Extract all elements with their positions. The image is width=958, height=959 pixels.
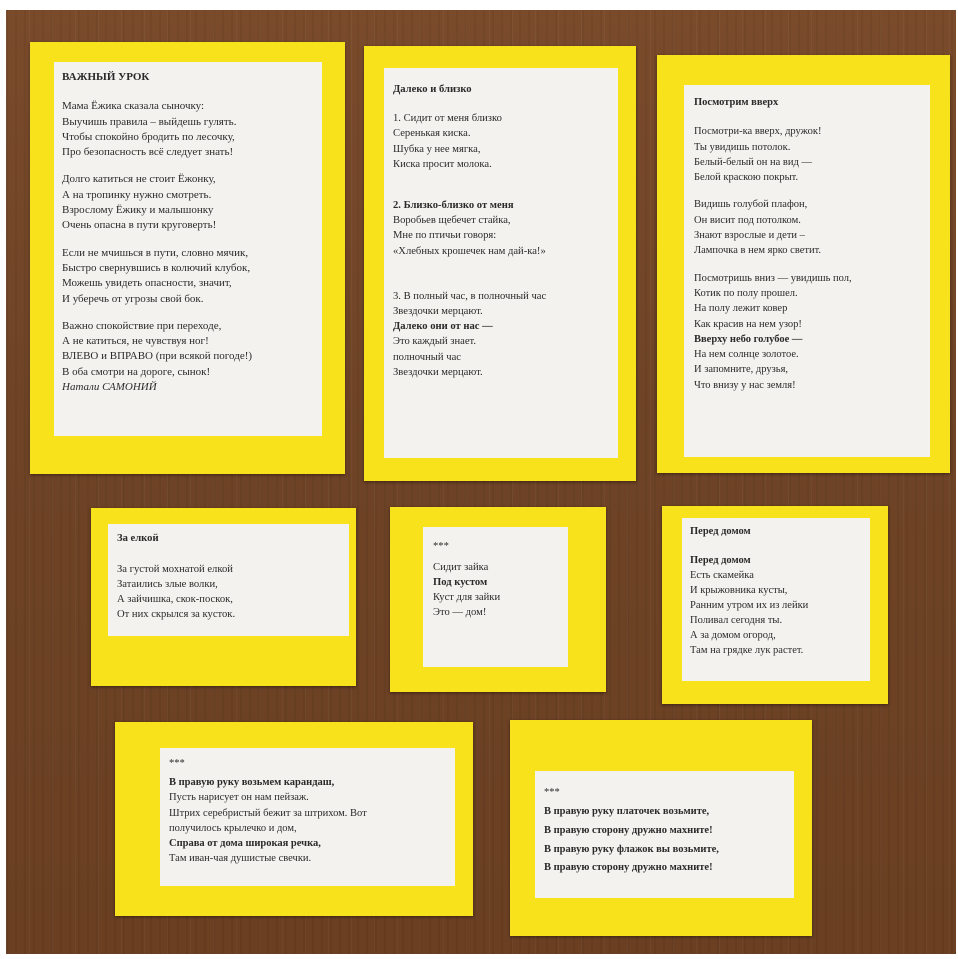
poem-line: Далеко они от нас — <box>393 321 493 333</box>
yellow-card-platochek <box>510 720 812 936</box>
stanza-gap <box>62 234 322 246</box>
poem-line: Быстро свернувшись в колючий клубок, <box>62 261 251 274</box>
poem-line: Это — дом! <box>433 607 487 618</box>
poem-line: Выучишь правила – выйдешь гулять. <box>62 115 237 128</box>
poem-line: В правую руку возьмем карандаш, <box>169 777 335 789</box>
poem-line: Поливал сегодня ты. <box>690 615 783 626</box>
poem-line: Если не мчишься в пути, словно мячик, <box>62 246 249 259</box>
poem-line: За густой мохнатой елкой <box>117 564 233 575</box>
stanza-gap <box>62 160 322 172</box>
poem-line: Киска просит молока. <box>393 158 492 170</box>
poem-line: Это каждый знает. <box>393 336 477 348</box>
poem-line: полночный час <box>393 351 461 363</box>
poem-line: Посмотри-ка вверх, дружок! <box>694 126 822 138</box>
poem-line: Куст для зайки <box>433 592 501 603</box>
poem-line: 1. Сидит от меня близко <box>393 113 502 125</box>
poem-title: ВАЖНЫЙ УРОК <box>62 71 150 83</box>
poem-line: получилось крылечко и дом, <box>169 822 297 834</box>
stanza-gap <box>393 172 618 198</box>
stanza-gap <box>694 259 930 271</box>
poem-line: Штрих серебристый бежит за штрихом. Вот <box>169 807 367 819</box>
poem-line: А за домом огород, <box>690 630 776 641</box>
stanza-gap <box>393 259 618 289</box>
poem-line: Серенькая киска. <box>393 128 471 140</box>
poem-line: В оба смотри на дороге, сынок! <box>62 365 211 378</box>
poem-title: Перед домом <box>690 526 751 537</box>
poem-line: И запомните, друзья, <box>694 364 789 376</box>
poem-line: В правую сторону дружно махните! <box>544 862 713 874</box>
sheet-platochek <box>535 771 794 898</box>
poem-line: И уберечь от угрозы свой бок. <box>62 292 204 305</box>
poem-line: Ранним утром их из лейки <box>690 600 809 611</box>
poem-line: В правую руку флажок вы возьмите, <box>544 843 719 855</box>
poem-line: ВЛЕВО и ВПРАВО (при всякой погоде!) <box>62 350 253 363</box>
poem-line: Белой краскою покрыт. <box>694 172 799 184</box>
poem-line: Взрослому Ёжику и малышонку <box>62 204 214 217</box>
poem-line: А не катиться, не чувствуя ног! <box>62 335 209 348</box>
poem-line: На полу лежит ковер <box>694 303 788 315</box>
poem-line: Посмотришь вниз — увидишь пол, <box>694 272 852 284</box>
sheet-daleko-i-blizko <box>384 68 618 458</box>
poem-line: Вверху небо голубое — <box>694 333 803 345</box>
poem-line: Перед домом <box>690 555 751 566</box>
poem-title: Далеко и близко <box>393 84 472 95</box>
poem-line: Звездочки мерцают. <box>393 366 483 378</box>
poem-line: И крыжовника кусты, <box>690 585 788 596</box>
poem-line: Долго катиться не стоит Ёжонку, <box>62 173 216 186</box>
poem-line: Можешь увидеть опасности, значит, <box>62 277 232 290</box>
poem-title: *** <box>169 758 185 769</box>
poem-line: Под кустом <box>433 577 488 588</box>
poem-line: Важно спокойствие при переходе, <box>62 319 222 332</box>
poem-line: Ты увидишь потолок. <box>694 141 791 153</box>
poem-line: Справа от дома широкая речка, <box>169 838 321 850</box>
poem-line: Затаились злые волки, <box>117 579 218 590</box>
poem-line: В правую сторону дружно махните! <box>544 824 713 836</box>
wooden-table <box>6 10 956 954</box>
sheet-sidit-zaika <box>423 527 568 667</box>
poem-line: «Хлебных крошечек нам дай-ка!» <box>393 245 546 257</box>
poem-title: *** <box>433 541 449 552</box>
poem-line: В правую руку платочек возьмите, <box>544 806 710 817</box>
poem-line: Звездочки мерцают. <box>393 306 483 318</box>
poem-line: 3. В полный час, в полночный час <box>393 290 547 302</box>
poem-line: Есть скамейка <box>690 570 754 581</box>
poem-title: За елкой <box>117 533 159 544</box>
poem-line: Сидит зайка <box>433 562 489 573</box>
sheet-posmotrim-vverkh <box>684 85 930 457</box>
poem-line: Пусть нарисует он нам пейзаж. <box>169 792 309 804</box>
yellow-card-za-elkoi <box>91 508 356 686</box>
sheet-vazhnyi-urok <box>54 62 322 436</box>
poem-line: Там иван-чая душистые свечки. <box>169 853 312 865</box>
poem-line: Что внизу у нас земля! <box>694 379 796 391</box>
poem-line: Очень опасна в пути круговерть! <box>62 219 217 232</box>
poem-line: А на тропинку нужно смотреть. <box>62 188 212 201</box>
poem-line: На нем солнце золотое. <box>694 349 799 361</box>
poem-line: Он висит под потолком. <box>694 214 801 226</box>
poem-author: Натали САМОНИЙ <box>62 381 157 394</box>
yellow-card-sidit-zaika <box>390 507 606 692</box>
poem-line: От них скрылся за кусток. <box>117 609 236 620</box>
poem-line: Котик по полу прошел. <box>694 287 798 299</box>
poem-line: А зайчишка, скок-поскок, <box>117 594 233 605</box>
poem-line: 2. Близко-близко от меня <box>393 200 514 212</box>
poem-line: Воробьев щебечет стайка, <box>393 215 511 227</box>
yellow-card-daleko-i-blizko <box>364 46 636 481</box>
yellow-card-pered-domom <box>662 506 888 704</box>
poem-line: Знают взрослые и дети – <box>694 230 805 242</box>
poem-line: Видишь голубой плафон, <box>694 199 808 211</box>
poem-line: Мне по птичьи говоря: <box>393 230 497 242</box>
poem-line: Лампочка в нем ярко светит. <box>694 245 822 257</box>
yellow-card-vazhnyi-urok <box>30 42 345 474</box>
poem-line: Про безопасность всё следует знать! <box>62 146 234 159</box>
poem-line: Шубка у нее мягка, <box>393 143 481 155</box>
sheet-za-elkoi <box>108 524 349 636</box>
yellow-card-karandash <box>115 722 473 916</box>
poem-title: *** <box>544 787 560 798</box>
yellow-card-posmotrim-vverkh <box>657 55 950 473</box>
poem-line: Белый-белый он на вид — <box>694 156 812 168</box>
poem-title: Посмотрим вверх <box>694 97 779 108</box>
poem-line: Там на грядке лук растет. <box>690 645 804 656</box>
poem-line: Мама Ёжика сказала сыночку: <box>62 100 205 113</box>
stanza-gap <box>62 307 322 319</box>
poem-line: Как красив на нем узор! <box>694 318 802 330</box>
sheet-pered-domom <box>682 518 870 681</box>
stanza-gap <box>694 185 930 197</box>
poem-line: Чтобы спокойно бродить по лесочку, <box>62 130 235 143</box>
sheet-karandash <box>160 748 455 886</box>
